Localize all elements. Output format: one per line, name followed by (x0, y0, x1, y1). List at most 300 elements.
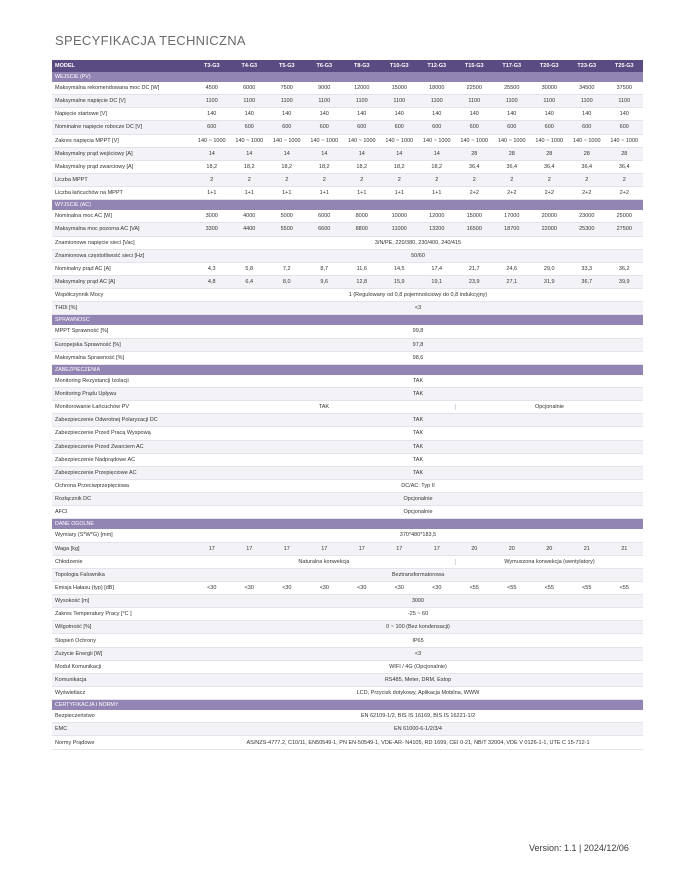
section-header (52, 200, 643, 210)
value-cell: 1100 (243, 98, 256, 105)
value-cell: 21 (621, 545, 628, 552)
value-cell: 36,4 (618, 163, 630, 170)
table-row (52, 661, 643, 674)
value-cell: 14 (283, 150, 290, 157)
value-cell: 140 (244, 111, 254, 118)
spanned-value: -25 ~ 60 (407, 611, 429, 618)
value-cell: 600 (244, 124, 254, 131)
table-row (52, 595, 643, 608)
value-cell: 13200 (429, 226, 445, 233)
row-label: Nominalny prąd AC [A] (55, 265, 111, 272)
split-values (193, 559, 643, 565)
row-values (193, 164, 643, 170)
value-cell: 16500 (466, 226, 482, 233)
row-values (193, 226, 643, 232)
value-cell: 15000 (391, 85, 407, 92)
section-title: WYJŚCIE (AC) (55, 202, 91, 209)
value-cell: <30 (244, 584, 254, 591)
header-model-cell: T17-G3 (502, 63, 522, 69)
value-cell: 5,8 (245, 265, 254, 272)
value-cell: 140 ~ 1000 (272, 137, 301, 144)
row-label: Wysokość [m] (55, 598, 90, 605)
table-row (52, 493, 643, 506)
split-left-value: Naturalna konwekcja (298, 558, 350, 565)
spanned-value: 50/60 (411, 252, 425, 259)
table-row (52, 710, 643, 723)
table-row (52, 352, 643, 365)
value-cell: 28 (546, 150, 553, 157)
row-label: Napięcie startowe [V] (55, 111, 107, 118)
value-cell: 17 (433, 545, 440, 552)
section-title: DANE OGÓLNE (55, 521, 94, 528)
spanned-value: 97,8 (412, 341, 424, 348)
value-cell: 20 (546, 545, 553, 552)
table-row (52, 687, 643, 700)
value-cell: 23000 (579, 213, 595, 220)
value-cell: 140 ~ 1000 (347, 137, 376, 144)
value-cell: 18,2 (393, 163, 405, 170)
value-cell: 140 ~ 1000 (572, 137, 601, 144)
value-cell: 18,2 (243, 163, 255, 170)
row-values (193, 124, 643, 130)
section-header (52, 700, 643, 710)
value-cell: 17 (208, 545, 215, 552)
spanned-value: 0 ~ 100 (Bez kondensacji) (386, 624, 450, 631)
table-row (52, 388, 643, 401)
spanned-value: 3/N/PE, 220/380, 230/400, 240/415 (374, 239, 462, 246)
value-cell: <30 (432, 584, 442, 591)
value-cell: 2 (322, 177, 326, 184)
table-row (52, 480, 643, 493)
value-cell: 140 ~ 1000 (385, 137, 414, 144)
value-cell: 25300 (579, 226, 595, 233)
value-cell: 12000 (429, 213, 445, 220)
row-label: Zabezpieczenie Odwrotnej Polaryzacji DC (55, 417, 158, 424)
spanned-value: AS/NZS-4777.2, C10/11, EN50549-1, PN EN-50549-1, VDE-AR- N4105, RD 1699, CEI 0-21, NB/T 32004, VDE V 0126-1-1, UTE C 15-712-1 (246, 739, 590, 746)
spec-table (52, 60, 643, 750)
split-left-value: TAK (318, 404, 330, 411)
value-cell: 20000 (541, 213, 557, 220)
value-cell: 6600 (318, 226, 331, 233)
header-model-cell: T8-G3 (353, 63, 370, 69)
header-model-cells (193, 63, 643, 69)
value-cell: 17 (321, 545, 328, 552)
spanned-value: <3 (414, 650, 422, 657)
row-values (193, 177, 643, 183)
version-footer: Version: 1.1 | 2024/12/06 (529, 843, 629, 853)
row-label: Nominalna moc AC [W] (55, 213, 112, 220)
value-cell: 140 (582, 111, 592, 118)
value-cell: 9000 (318, 85, 331, 92)
table-row (52, 174, 643, 187)
value-cell: 6,4 (245, 279, 254, 286)
row-label: Wilgotność [%] (55, 624, 92, 631)
spanned-value: Opcjonalnie (403, 509, 433, 516)
value-cell: <55 (582, 584, 592, 591)
row-label: Współczynnik Mocy (55, 292, 104, 299)
value-cell: 31,9 (543, 279, 555, 286)
value-cell: 25500 (504, 85, 520, 92)
table-row (52, 736, 643, 749)
value-cell: 2 (547, 177, 551, 184)
row-label: Maksymalny prąd zwarciowy [A] (55, 163, 134, 170)
value-cell: <30 (357, 584, 367, 591)
value-cell: 21 (583, 545, 590, 552)
table-header-row (52, 60, 643, 72)
document-title: SPECYFIKACJA TECHNICZNA (55, 33, 246, 48)
value-cell: <55 (619, 584, 629, 591)
value-cell: 19,1 (431, 279, 443, 286)
value-cell: 14 (358, 150, 365, 157)
row-label: Bezpieczeństwo (55, 713, 95, 720)
value-cell: 140 (282, 111, 292, 118)
value-cell: 1+1 (319, 190, 329, 197)
value-cell: 600 (394, 124, 404, 131)
value-cell: 17 (246, 545, 253, 552)
value-cell: 2 (247, 177, 251, 184)
value-cell: 1100 (280, 98, 293, 105)
value-cell: 140 (507, 111, 517, 118)
value-cell: 28 (621, 150, 628, 157)
table-row (52, 148, 643, 161)
value-cell: 9,6 (320, 279, 329, 286)
table-row (52, 263, 643, 276)
spanned-value: Beztransformatorowa (391, 571, 445, 578)
section-title: ZABEZPIECZENIA (55, 366, 101, 373)
value-cell: 30000 (541, 85, 557, 92)
value-cell: 33,3 (581, 265, 593, 272)
value-cell: 1+1 (282, 190, 292, 197)
value-cell: 25000 (616, 213, 632, 220)
row-label: Zakres Temperatury Pracy [°C ] (55, 611, 132, 618)
table-row (52, 237, 643, 250)
spanned-value: TAK (412, 377, 424, 384)
value-cell: <30 (394, 584, 404, 591)
value-cell: 36,2 (618, 265, 630, 272)
row-label: Zabezpieczenie Przed Zwarciem AC (55, 443, 144, 450)
value-cell: 20 (508, 545, 515, 552)
row-label: EMC (55, 726, 68, 733)
value-cell: 18700 (504, 226, 520, 233)
value-cell: <30 (319, 584, 329, 591)
table-row (52, 250, 643, 263)
row-label: Ochrona Przeciwprzepięciowa (55, 483, 129, 489)
value-cell: 2+2 (469, 190, 479, 197)
value-cell: <30 (282, 584, 292, 591)
spanned-value: EN 61000-6-1/2/3/4 (393, 726, 442, 733)
row-label: Stopień Ochrony (55, 637, 96, 644)
spanned-value: LCD, Przycisk dotykowy, Aplikacja Mobilna, WWW (356, 690, 480, 697)
value-cell: 2+2 (619, 190, 629, 197)
value-cell: 22000 (541, 226, 557, 233)
value-cell: 2 (285, 177, 289, 184)
row-label: AFCI (55, 509, 68, 516)
value-cell: 2 (585, 177, 589, 184)
row-label: THDi [%] (55, 305, 77, 312)
value-cell: 36,4 (581, 163, 593, 170)
row-values (193, 213, 643, 219)
value-cell: 2 (360, 177, 364, 184)
table-row (52, 325, 643, 338)
row-label: Zabezpieczenie Nadprądowe AC (55, 456, 136, 463)
value-cell: 37500 (616, 85, 632, 92)
value-cell: 1100 (355, 98, 368, 105)
value-cell: 140 ~ 1000 (460, 137, 489, 144)
table-row (52, 454, 643, 467)
value-cell: 17 (283, 545, 290, 552)
value-cell: 18,2 (206, 163, 218, 170)
value-cell: 15,9 (393, 279, 405, 286)
table-row (52, 582, 643, 595)
table-row (52, 427, 643, 440)
row-label: MPPT Sprawność [%] (55, 328, 109, 335)
row-label: Liczba MPPT (55, 177, 88, 184)
header-model-cell: T3-G3 (203, 63, 220, 69)
value-cell: 140 ~ 1000 (497, 137, 526, 144)
value-cell: 600 (432, 124, 442, 131)
value-cell: 4500 (205, 85, 218, 92)
spanned-value: TAK (412, 456, 424, 463)
table-row (52, 161, 643, 174)
value-cell: 1+1 (357, 190, 367, 197)
value-cell: 1100 (393, 98, 406, 105)
table-row (52, 82, 643, 95)
value-cell: 5500 (280, 226, 293, 233)
table-row (52, 621, 643, 634)
value-cell: 1100 (205, 98, 218, 105)
value-cell: 36,7 (581, 279, 593, 286)
table-row (52, 543, 643, 556)
value-cell: 140 (544, 111, 554, 118)
value-cell: 36,4 (543, 163, 555, 170)
table-row (52, 302, 643, 315)
table-row (52, 467, 643, 480)
row-label: Nominalne napięcie robocze DC [V] (55, 124, 143, 131)
value-cell: 140 ~ 1000 (535, 137, 564, 144)
value-cell: 600 (319, 124, 329, 131)
row-label: Maksymalna Sprawność [%] (55, 354, 125, 361)
value-cell: 1100 (618, 98, 631, 105)
value-cell: 2 (435, 177, 439, 184)
value-cell: 8800 (355, 226, 368, 233)
spanned-value: TAK (412, 391, 424, 398)
value-cell: 14 (433, 150, 440, 157)
spanned-value: WIFI / 4G (Opcjonalnie) (389, 663, 447, 670)
row-label: Monitorowanie Łańcuchów PV (55, 404, 129, 411)
row-values (193, 138, 643, 144)
row-label: Liczba łańcuchów na MPPT (55, 190, 123, 197)
spanned-value: <3 (414, 305, 422, 312)
value-cell: 140 (619, 111, 629, 118)
section-header (52, 72, 643, 82)
value-cell: 140 (207, 111, 217, 118)
row-label: Monitoring Rezystancji Izolacji (55, 377, 129, 384)
section-title: WEJŚCIE (PV) (55, 74, 91, 80)
table-row (52, 608, 643, 621)
value-cell: <55 (507, 584, 517, 591)
spanned-value: DC/AC: Typ II (401, 483, 435, 489)
value-cell: 2 (397, 177, 401, 184)
table-row (52, 414, 643, 427)
value-cell: 1100 (580, 98, 593, 105)
section-header (52, 365, 643, 375)
value-cell: 6000 (243, 85, 256, 92)
header-model-cell: T4-G3 (241, 63, 258, 69)
spanned-value: 99,8 (412, 328, 424, 335)
table-row (52, 634, 643, 647)
value-cell: 600 (207, 124, 217, 131)
row-label: Emisja Hałasu (typ) [dB] (55, 584, 114, 591)
value-cell: 20 (471, 545, 478, 552)
table-row (52, 375, 643, 388)
table-row (52, 108, 643, 121)
value-cell: 18000 (429, 85, 445, 92)
row-label: Wyświetlacz (55, 690, 86, 697)
value-cell: 28 (508, 150, 515, 157)
value-cell: 600 (582, 124, 592, 131)
table-row (52, 648, 643, 661)
spanned-value: 98,6 (412, 354, 424, 361)
value-cell: 27500 (616, 226, 632, 233)
spanned-value: TAK (412, 417, 424, 424)
table-row (52, 441, 643, 454)
row-label: Waga [kg] (55, 545, 80, 552)
row-label: Komunikacja (55, 676, 87, 683)
split-values (193, 404, 643, 410)
value-cell: 12,8 (356, 279, 368, 286)
table-row (52, 674, 643, 687)
row-values (193, 151, 643, 157)
row-values (193, 266, 643, 272)
value-cell: 5000 (280, 213, 293, 220)
row-label: Moduł Komunikacji (55, 663, 102, 670)
row-label: Maksymalne napięcie DC [V] (55, 98, 126, 105)
row-label: Maksymalna moc pozorna AC [VA] (55, 226, 140, 233)
value-cell: 2 (510, 177, 514, 184)
value-cell: 17000 (504, 213, 520, 220)
spanned-value: 3000 (411, 598, 425, 605)
table-row (52, 187, 643, 200)
spanned-value: 1 (Regulowany od 0,8 pojemnościowy do 0,8 indukcyjny) (348, 292, 488, 299)
section-title: CERTYFIKACJA I NORMY (55, 702, 119, 709)
row-label: Zabezpieczenie Przed Pracą Wyspową (55, 430, 151, 437)
value-cell: 140 ~ 1000 (197, 137, 226, 144)
value-cell: 600 (507, 124, 517, 131)
value-cell: 1100 (505, 98, 518, 105)
header-model-cell: T20-G3 (539, 63, 559, 69)
value-cell: 3300 (205, 226, 218, 233)
value-cell: <55 (544, 584, 554, 591)
header-model-cell: T25-G3 (614, 63, 634, 69)
section-header (52, 315, 643, 325)
row-label: Topologia Falownika (55, 571, 105, 578)
value-cell: 2 (622, 177, 626, 184)
table-row (52, 223, 643, 236)
value-cell: 18,2 (281, 163, 293, 170)
value-cell: 14 (321, 150, 328, 157)
value-cell: 14 (396, 150, 403, 157)
value-cell: 1+1 (394, 190, 404, 197)
header-model-cell: T15-G3 (464, 63, 484, 69)
value-cell: 4,8 (207, 279, 216, 286)
spanned-value: IP65 (412, 637, 424, 644)
row-label: Maksymalny prąd wejściowy [A] (55, 150, 133, 157)
value-cell: 10000 (391, 213, 407, 220)
table-row (52, 95, 643, 108)
table-row (52, 276, 643, 289)
split-right-value: Wymuszona konwekcja (wentylatory) (455, 559, 643, 565)
spanned-value: TAK (412, 430, 424, 437)
header-model-cell: T6-G3 (316, 63, 333, 69)
value-cell: 140 (319, 111, 329, 118)
value-cell: 15000 (466, 213, 482, 220)
section-title: SPRAWNOŚĆ (55, 317, 90, 324)
value-cell: 1+1 (432, 190, 442, 197)
value-cell: 2 (210, 177, 214, 184)
value-cell: 21,7 (468, 265, 480, 272)
row-label: Rozłącznik DC (55, 496, 92, 503)
value-cell: 600 (544, 124, 554, 131)
table-row (52, 121, 643, 134)
table-row (52, 723, 643, 736)
row-label: Monitoring Prądu Upływu (55, 391, 117, 398)
table-row (52, 401, 643, 414)
row-values (193, 585, 643, 591)
value-cell: 11,6 (356, 265, 367, 272)
row-label: Maksymalna rekomendowana moc DC [W] (55, 85, 160, 92)
row-values (193, 85, 643, 91)
value-cell: 6000 (318, 213, 331, 220)
value-cell: 600 (469, 124, 479, 131)
value-cell: 2+2 (507, 190, 517, 197)
value-cell: <30 (207, 584, 217, 591)
spanned-value: TAK (412, 469, 424, 476)
value-cell: 140 (394, 111, 404, 118)
value-cell: 1100 (318, 98, 331, 105)
value-cell: 140 (432, 111, 442, 118)
table-row (52, 339, 643, 352)
value-cell: 14 (208, 150, 215, 157)
section-header (52, 519, 643, 529)
value-cell: 12000 (354, 85, 370, 92)
value-cell: 27,1 (506, 279, 518, 286)
table-row (52, 135, 643, 148)
value-cell: 600 (357, 124, 367, 131)
value-cell: 140 ~ 1000 (422, 137, 451, 144)
value-cell: 22500 (466, 85, 482, 92)
value-cell: 8,7 (320, 265, 329, 272)
value-cell: 17 (396, 545, 403, 552)
row-label: Zakres napięcia MPPT [V] (55, 137, 119, 144)
row-values (193, 111, 643, 117)
value-cell: 14,5 (393, 265, 405, 272)
value-cell: <55 (469, 584, 479, 591)
value-cell: 7,2 (282, 265, 291, 272)
value-cell: 28 (583, 150, 590, 157)
table-row (52, 506, 643, 519)
value-cell: 29,0 (543, 265, 555, 272)
value-cell: 18,2 (356, 163, 368, 170)
value-cell: 39,9 (618, 279, 630, 286)
spanned-value: TAK (412, 443, 424, 450)
row-label: Znamionowa częstotliwość sieci [Hz] (55, 252, 145, 259)
value-cell: 1+1 (244, 190, 254, 197)
value-cell: 8,0 (282, 279, 291, 286)
row-label: Chłodzenie (55, 558, 83, 565)
value-cell: 8000 (355, 213, 368, 220)
value-cell: 24,6 (506, 265, 518, 272)
table-row (52, 556, 643, 569)
